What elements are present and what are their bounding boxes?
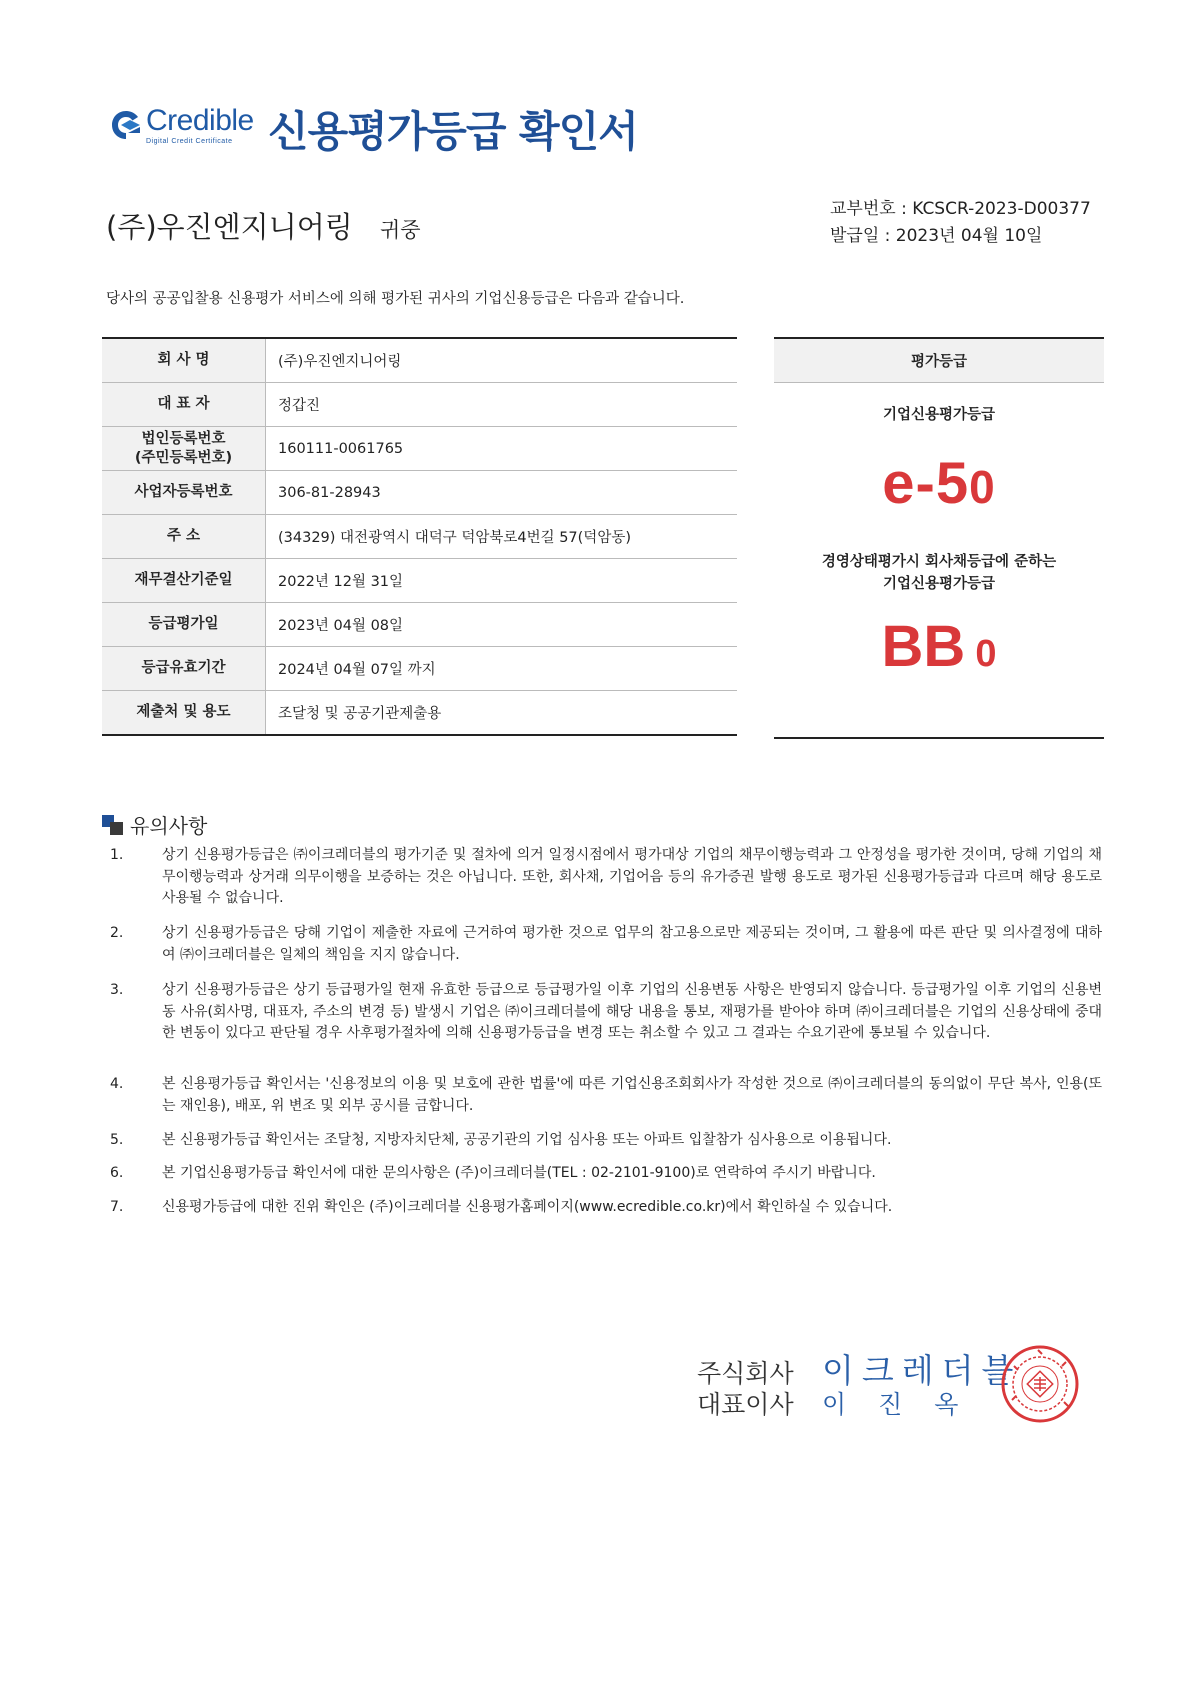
note-text: 신용평가등급에 대한 진위 확인은 (주)이크레더블 신용평가홈페이지(www.ecredible.co.kr)에서 확인하실 수 있습니다.	[162, 1199, 893, 1215]
note-text: 상기 신용평가등급은 당해 기업이 제출한 자료에 근거하여 평가한 것으로 업무의 참고용으로만 제공되는 것이며, 그 활용에 따른 판단 및 의사결정에 대하여 ㈜이크레더블은 일체의 책임을 지지 않습니다.	[162, 925, 1102, 963]
row-label: 대 표 자	[102, 383, 266, 427]
note-text: 본 신용평가등급 확인서는 '신용정보의 이용 및 보호에 관한 법률'에 따른 기업신용조회회사가 작성한 것으로 ㈜이크레더블의 동의없이 무단 복사, 인용(또는 재인용), 배포, 위 변조 및 외부 공시를 금합니다.	[162, 1076, 1102, 1114]
issue-info	[830, 196, 1091, 250]
credit-grade-label: 기업신용평가등급	[882, 407, 996, 423]
list-item	[110, 845, 1102, 910]
notes-heading: 유의사항	[130, 814, 208, 838]
table-row	[102, 647, 737, 691]
signature-ceo-name: 이진옥	[822, 1390, 991, 1419]
bond-equivalent-grade-value: BB 0	[881, 614, 997, 679]
signature-role-ceo: 대표이사	[697, 1390, 794, 1419]
note-number: 3.	[110, 982, 124, 998]
issue-number: 교부번호 : KCSCR-2023-D00377	[830, 199, 1091, 219]
credible-logo-icon	[110, 109, 142, 141]
issue-date: 발급일 : 2023년 04월 10일	[830, 226, 1043, 246]
recipient-company: (주)우진엔지니어링	[106, 210, 353, 244]
grade-header: 평가등급	[774, 339, 1104, 383]
notes-title	[102, 810, 207, 839]
list-item	[110, 980, 1102, 1045]
bond-equivalent-grade-label: 경영상태평가시 회사채등급에 준하는 기업신용평가등급	[821, 554, 1057, 592]
note-number: 4.	[110, 1076, 124, 1092]
row-label: 재무결산기준일	[102, 559, 266, 603]
row-label: 등급평가일	[102, 603, 266, 647]
row-value: 조달청 및 공공기관제출용	[278, 706, 442, 722]
section-bullet-icon	[102, 815, 124, 835]
note-text: 본 기업신용평가등급 확인서에 대한 문의사항은 (주)이크레더블(TEL : 02-2101-9100)로 연락하여 주시기 바랍니다.	[162, 1165, 876, 1181]
company-seal-icon	[1000, 1344, 1080, 1424]
table-row	[102, 471, 737, 515]
row-label: 사업자등록번호	[102, 471, 266, 515]
row-label: 제출처 및 용도	[102, 691, 266, 736]
signature-block	[697, 1345, 1021, 1425]
list-item	[110, 1163, 1102, 1185]
signature-role-company: 주식회사	[697, 1359, 794, 1388]
row-value: 2023년 04월 08일	[266, 603, 738, 647]
note-text: 상기 신용평가등급은 ㈜이크레더블의 평가기준 및 절차에 의거 일정시점에서 평가대상 기업의 채무이행능력과 그 안정성을 평가한 것이며, 당해 기업의 채무이행능력과 상거래 의무이행을 보증하는 것은 아닙니다. 또한, 회사채, 기업어음 등의 유가증권 발행 용도로 평가된 신용평가등급과 다르며 해당 용도로 사용될 수 없습니다.	[162, 847, 1102, 906]
table-row	[102, 338, 737, 383]
note-number: 1.	[110, 847, 124, 863]
logo-name: Credible	[146, 103, 254, 137]
recipient-honorific: 귀중	[380, 218, 421, 242]
list-item	[110, 1130, 1102, 1152]
row-label: 법인등록번호 (주민등록번호)	[102, 427, 266, 471]
note-number: 7.	[110, 1199, 124, 1215]
list-item	[110, 1074, 1102, 1117]
credible-logo	[110, 103, 254, 147]
row-value: 정갑진	[266, 383, 738, 427]
note-number: 6.	[110, 1165, 124, 1181]
row-value: 160111-0061765	[266, 427, 738, 471]
table-row	[102, 383, 737, 427]
row-value: 2024년 04월 07일 까지	[266, 647, 738, 691]
row-label: 회 사 명	[102, 338, 266, 383]
table-row	[102, 427, 737, 471]
table-row	[102, 691, 737, 736]
list-item	[110, 923, 1102, 966]
row-value: (34329) 대전광역시 대덕구 덕암북로4번길 57(덕암동)	[266, 515, 738, 559]
note-number: 5.	[110, 1132, 124, 1148]
grade-box	[774, 337, 1104, 739]
logo-subtitle: Digital Credit Certificate	[146, 137, 233, 145]
row-label: 주 소	[102, 515, 266, 559]
note-number: 2.	[110, 925, 124, 941]
note-text: 본 신용평가등급 확인서는 조달청, 지방자치단체, 공공기관의 기업 심사용 또는 아파트 입찰참가 심사용으로 이용됩니다.	[162, 1132, 892, 1148]
table-row	[102, 559, 737, 603]
company-info-table	[102, 337, 737, 736]
signature-company-name: 이크레더블	[822, 1351, 1022, 1390]
credit-grade-value: e-50	[882, 451, 996, 516]
document-title: 신용평가등급 확인서	[268, 107, 638, 156]
intro-text: 당사의 공공입찰용 신용평가 서비스에 의해 평가된 귀사의 기업신용등급은 다음과 같습니다.	[106, 291, 685, 307]
row-value: 306-81-28943	[266, 471, 738, 515]
list-item	[110, 1197, 1102, 1219]
note-text: 상기 신용평가등급은 상기 등급평가일 현재 유효한 등급으로 등급평가일 이후 기업의 신용변동 사항은 반영되지 않습니다. 등급평가일 이후 기업의 신용변동 사유(회사명, 대표자, 주소의 변경 등) 발생시 기업은 ㈜이크레더블에 해당 내용을 통보, 재평가를 받아야 하며 ㈜이크레더블은 기업의 신용상태에 중대한 변동이 있다고 판단될 경우 사후평가절차에 의해 신용평가등급을 변경 또는 취소할 수 있고 그 결과는 수요기관에 통보될 수 있습니다.	[162, 982, 1102, 1041]
table-row	[102, 515, 737, 559]
row-label: 등급유효기간	[102, 647, 266, 691]
table-row	[102, 603, 737, 647]
row-value: (주)우진엔지니어링	[266, 338, 738, 383]
row-value: 2022년 12월 31일	[266, 559, 738, 603]
